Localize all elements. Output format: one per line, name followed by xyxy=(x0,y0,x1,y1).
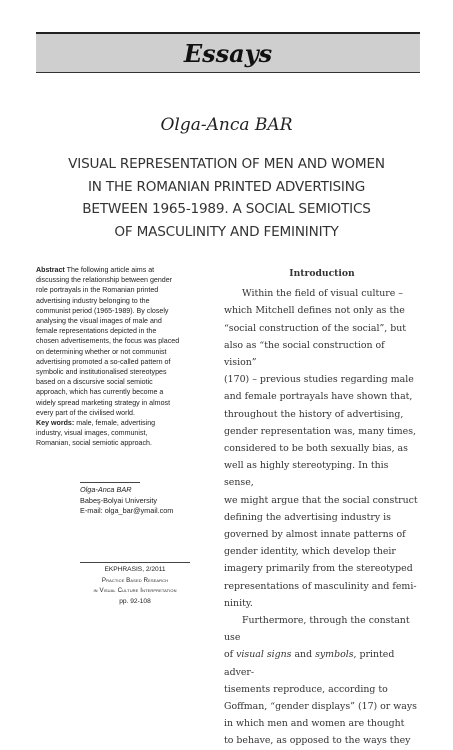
emphasis: visual signs xyxy=(236,649,292,661)
section-title: Essays xyxy=(183,38,273,68)
section-banner xyxy=(36,32,420,73)
paragraph: Within the field of visual culture – which Mitchell defines not only as the “social construction of the social”, but also as “the social construction of vision” (170) – previous studies regarding male and female portrayals have shown that, throughout the history of advertising, gender representation was, many times, considered to be both sexually bias, as well as highly stereotyping. In this sense, we might argue that the social construct defining the advertising industry is governed by almost innate patterns of gender identity, which develop their imagery primarily from the stereotyped representations of masculinity and femi- ninity. xyxy=(224,288,418,609)
journal-rule xyxy=(80,562,190,563)
paragraph-text: , printed adver- tisements reproduce, according to Goffman, “gender displays” (17) or ways in which men and women are thought to behave, as opposed to the ways they xyxy=(224,649,417,747)
paragraph xyxy=(224,612,420,750)
title-line: IN THE ROMANIAN PRINTED ADVERTISING xyxy=(87,178,366,195)
affiliation-university: Babeş-Bolyai University xyxy=(80,495,158,505)
emphasis: symbols xyxy=(315,649,354,661)
title-line: OF MASCULINITY AND FEMININITY xyxy=(114,223,339,240)
journal-issue: EKPHRASIS, 2/2011 xyxy=(104,566,166,573)
title-line: VISUAL REPRESENTATION OF MEN AND WOMEN xyxy=(68,156,385,172)
keywords-text: male, female, advertising industry, visual images, communist, Romanian, social semiotic approach. xyxy=(36,419,156,448)
abstract-text: The following article aims at discussing the relationship between gender role portrayals in the Romanian printed advertising industry belonging to the communist period (1965-1989). By closely analysing the visual images of male and female representations depicted in the chosen advertisements, the focus was placed on determining whether or not communist advertising promoted a so-called pattern of symbolic and institutionalised stereotypes based on a discursive social semiotic approach, which has currently become a widely spread marketing strategy in almost every part of the civilised world. xyxy=(36,266,180,417)
keywords xyxy=(36,418,181,449)
paragraph-text: Furthermore, through the constant use of xyxy=(224,615,410,661)
author-affiliation xyxy=(80,482,190,517)
author-name: Olga-Anca BAR xyxy=(160,115,293,135)
affiliation-rule xyxy=(80,482,140,483)
abstract-column xyxy=(36,265,181,449)
affiliation-name: Olga-Anca BAR xyxy=(80,485,132,494)
affiliation-email: E-mail: olga_bar@ymail.com xyxy=(80,506,174,515)
section-heading: Introduction xyxy=(289,268,355,279)
journal-pages: pp. 92-108 xyxy=(119,597,151,605)
abstract-label: Abstract xyxy=(36,266,65,274)
keywords-label: Key words: xyxy=(36,419,75,428)
journal-line1: Practice Based Research xyxy=(101,576,169,584)
abstract xyxy=(36,265,181,418)
body-column xyxy=(224,265,420,750)
journal-info xyxy=(80,562,190,607)
title-line: BETWEEN 1965-1989. A SOCIAL SEMIOTICS xyxy=(82,201,371,217)
paragraph-text: and xyxy=(291,649,316,661)
journal-line2: in Visual Culture Interpretation xyxy=(93,587,177,594)
article-title xyxy=(40,153,413,243)
